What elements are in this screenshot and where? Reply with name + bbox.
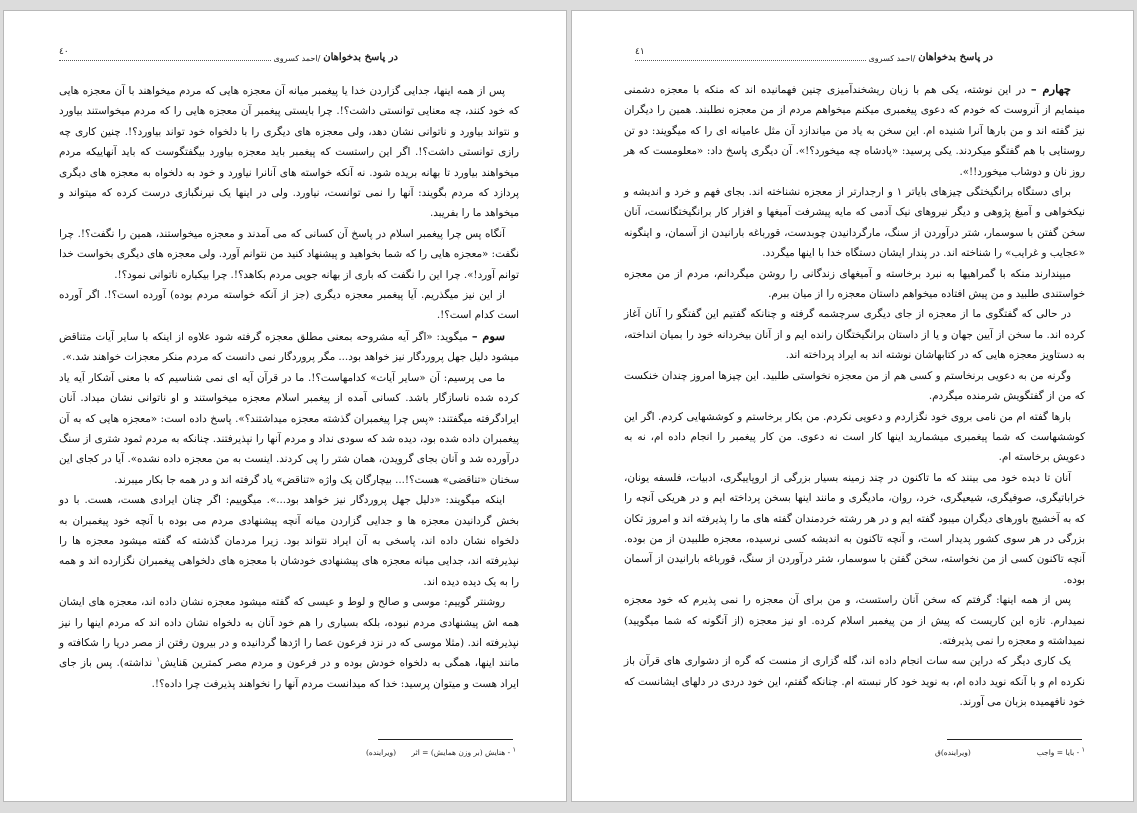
section-label: سوم – bbox=[471, 328, 505, 343]
paragraph: برای دستگاه برانگیختگی چیزهای بایاتر ۱ و ارجدارتر از معجزه نشناخته اند. بجای فهم و خرد و اندیشه و نیکخواهی و آمیغ پژوهی و دیگر نیروهای نیک آدمی که مایه پیشرفت آمیغها و افزار کار برانگیختگانست، آنان سخن گفتن با سوسمار، شتر درآوردن از سنگ، مارگردانیدن چوبدست، قورباغه بارانیدن از آسمان، و اینگونه «عجایب و غرایب» را شناخته اند. در پندار ایشان دستگاه خدا با اینها میگردد. bbox=[624, 186, 1085, 260]
paragraph: ما می پرسیم: آن «سایر آیات» کدامهاست؟!. ما در قرآن آیه ای نمی شناسیم که با معنی آشکار آیه یاد کرده شده ناسازگار باشد. کسانی آمده از پیغمبر اسلام معجزه میخواستند و او ناتوانی نشان میداد. آنان ایرادگرفته میگفتند: «پس چرا پیغمبران گذشته معجزه میداشتند؟». پاسخ داده است: «معجزه هایی که به آن پیغمبران داده شده بود، دیده شد که سودی نداد و مردم آنها را نپذیرفتند. چنانکه به مردم ثمود شتری از سنگ درآورده شد و آنان بجای گرویدن، همان شتر را پی کردند. اینست به من معجزه داده نشده». آیا در کجای این سخنان «تناقضی» هست؟!... بیچارگان یک واژه «تناقض» یاد گرفته اند و در همه جا بکار میبرند. bbox=[59, 371, 519, 486]
footnote: $^١$ - هنایش (بر وزن همایش) = اثر (ویراینده) bbox=[366, 745, 516, 757]
paragraph: یک کاری دیگر که دراین سه سات انجام داده اند، گله گزاری از منست که گره از دشواری های قرآن باز نکرده ام و با آنکه نوید داده ام، به نوید خود کار نبسته ام. چنانکه گفتم، این خود دردی در دلهای ایشانست که خود نافهمیده بزبان می آورند. bbox=[624, 655, 1085, 709]
paragraph: آنان تا دیده خود می بینند که ما تاکنون در چند زمینه بسیار بزرگی از اروپاییگری، ادبیات، فلسفه یونان، خراباتیگری، صوفیگری، شیعیگری، خرد، روان، مادیگری و مانند اینها بسخن پرداخته ایم و در هریکی آنچه را که به آخشیج باورهای دیگران میبود گفته ایم و در هر رشته خردمندان گفته های ما را پذیرفته اند و امروز تکان بزرگی در هر سوی کشور پدیدار است، و آنچه تاکنون به اندیشه کسی نرسیده، معجزه طلبیدن از من بوده. آنچه تاکنون کسی از من نخواسته، سخن گفتن با سوسمار، شتر درآوردن از سنگ، قورباغه بارانیدن از آسمان بوده. bbox=[623, 471, 1085, 586]
paragraph: در حالی که گفتگوی ما از معجزه از جای دیگری سرچشمه گرفته و چنانکه گفتیم این گفتگو را آنان آغاز کرده اند. ما سخن از آیین جهان و یا از داستان برانگیختگان رانده ایم و از آنان بیخردانه خود را بمیان انداخته، به دستاویز معجزه هایی که در کتابهاشان نوشته اند به ایراد پرداخته اند. bbox=[624, 308, 1085, 362]
paragraph: چهارم – در این نوشته، یکی هم با زبان ریشخندآمیزی چنین فهمانیده اند که منکه با معجزه دشمنی مینمایم از آنروست که خودم که دعوی پیغمبری میکنم میخواهم مردم از من معجزه نطلبند. همین را دیگران نیز گفته اند و من بارها آنرا شنیده ام. این سخن به یاد من میاندازد آن مثل عامیانه ای را که میگویند: دو تن روستایی با هم گفتگو میکردند. یکی پرسید: «پادشاه چه میخورد؟!». آن دیگری پاسخ داد: «معلومست که هر روز نان و دوشاب میخورد!!». bbox=[624, 82, 1085, 178]
paragraph: پس از همه اینها: گرفتم که سخن آنان راستست، و من برای آن معجزه را نمی پذیرم که خود معجزه نمیدارم. تازه این کاریست که پیش از من پیغمبر اسلام کرده. او نیز معجزه (از آنگونه که شما میگویید) نمیداشته و معجزه را نمی پذیرفته. bbox=[624, 594, 1085, 647]
footnote-rule bbox=[947, 739, 1082, 740]
paragraph: اینکه میگویند: «دلیل جهل پروردگار نیز خواهد بود...». میگوییم: اگر چنان ایرادی هست، هست. با دو بخش گردانیدن معجزه ها و جدایی گزاردن میانه آنچه پیشنهادی مردم می بوده با آنچه خود پیغمبران به دلخواه نشان داده اند، پاسخی به آن ایراد نتواند بود. زیرا مردمان گذشته که گفته میشود معجزه ها را نپذیرفته اند، جدایی میانه معجزه های پیشنهادی خودشان با معجزه های دلخواهی پیغمبران نگزارده اند و همه را به یک دیده دیده اند. bbox=[59, 494, 519, 588]
footnote-ref: ١ bbox=[156, 655, 161, 664]
header-author: /احمد کسروی bbox=[273, 54, 321, 63]
paragraph: میپندارند منکه با گمراهیها به نبرد برخاسته و آمیغهای زندگانی را روشن میگردانم، مردم از من معجزه خواستندی طلبید و من پیش افتاده میخواهم داستان معجزه را از میان ببرم. bbox=[624, 267, 1085, 301]
footnote-editor: (ویراینده)ق bbox=[935, 748, 971, 757]
page-right bbox=[571, 10, 1134, 802]
running-header bbox=[635, 47, 993, 63]
page-body bbox=[59, 81, 519, 694]
paragraph: پس از همه اینها، جدایی گزاردن خدا یا پیغمبر میانه آن معجزه هایی که مردم میخواهند با آن معجزه هایی که خود کنند، چه معنایی توانستی داشت؟!. چرا بایستی پیغمبر آن معجزه هایی را که مردم میخواستند بیاورد و نتواند بیاورد و ناتوانی نشان دهد، ولی معجزه های دیگری را با دلخواه خود تواند بیاورد؟!. چنین کاری چه رازی توانستی داشت؟!. اگر این راستست که پیغمبر باید معجزه بیاورد بیگفتگوست که باید آنهاییکه مردم میخواهند بیاورد تا بهانه بریده شود. نه آنکه خواسته های آنانرا نیاورد و خود به دلخواه به معجزه های دیگری پردازد که مردم بگویند: آنها را نمی توانست، نیاورد. ولی در اینها یک نیرنگبازی درست کرده که میتواند و میخواهد ما را بفریبد. bbox=[59, 85, 519, 220]
paragraph: آنگاه پس چرا پیغمبر اسلام در پاسخ آن کسانی که می آمدند و معجزه میخواستند، همین را نگفت؟!. چرا نگفت: «معجزه هایی را که شما بخواهید و پیشنهاد کنید من نتوانم آورد. ولی معجزه های دیگری بخواست خدا توانم آورد!». چرا این را نگفت که باری از بهانه جویی مردم بکاهد؟!. چرا بیکباره ناتوانی نمود؟!. bbox=[59, 227, 519, 281]
header-author: /احمد کسروی bbox=[868, 54, 916, 63]
header-title: در پاسخ بدخواهان bbox=[323, 52, 398, 63]
page-body bbox=[624, 79, 1085, 713]
page-number: ٤١ bbox=[635, 47, 645, 57]
paragraph: وگرنه من به دعویی برنخاستم و کسی هم از من معجزه نخواستی طلبید. این چیزها امروز چندان خنکست که من از گفتگویش شرمنده میگردم. bbox=[624, 369, 1085, 403]
header-dotted-leader bbox=[635, 51, 866, 61]
footnote: $^١$ - بایا = واجب (ویراینده)ق bbox=[935, 745, 1085, 757]
paragraph: بارها گفته ام من نامی بروی خود نگزاردم و دعویی نکردم. من بکار برخاستم و کوششهایی کردم. اگر این کوششهاست که شما پیغمبری میشمارید اینها کار است نه دعوی. من کار پیغمبر را انجام داده ام، نه به دعویش برخاسته ام. bbox=[624, 410, 1085, 464]
header-dotted-leader bbox=[59, 51, 271, 61]
section-label: چهارم – bbox=[1030, 82, 1071, 96]
footnote-rule bbox=[378, 739, 513, 740]
page-left bbox=[3, 10, 567, 802]
paragraph: از این نیز میگذریم. آیا پیغمبر معجزه دیگری (جز از آنکه خواسته مردم بوده) آورده است؟!. اگر آورده است کدام است؟!. bbox=[59, 289, 519, 322]
footnote-editor: (ویراینده) bbox=[366, 748, 396, 757]
page-number: ٤٠ bbox=[59, 47, 69, 57]
paragraph: روشنتر گوییم: موسی و صالح و لوط و عیسی که گفته میشود معجزه نشان داده اند، معجزه های ایشان همه اش پیشنهادی مردم نبوده، بلکه بسیاری را هم خود آنان به دلخواه نشان داده اند که مردم اینها را نیز نپذیرفته اند. (مثلا موسی که در نزد فرعون عصا را اژدها گردانیده و در بیرون رفتن از مصر دریا را شکافته و مانند اینها، همگی به دلخواه خودش بوده و در فرعون و مردم مصر کمترین هَنایش$^١$ نداشته). پس باز جای ایراد هست و میتوان پرسید: خدا که میدانست مردم آنها را نخواهند پذیرفت چرا داده؟!. bbox=[59, 596, 520, 690]
running-header bbox=[59, 47, 398, 63]
paragraph: سوم – میگوید: «اگر آیه مشروحه بمعنی مطلق معجزه گرفته شود علاوه از اینکه با سایر آیات متناقض میشود دلیل جهل پروردگار نیز خواهد بود... مگر پروردگار نمی دانست که مردم منکر معجزات خواهند شد.». bbox=[59, 328, 519, 364]
header-title: در پاسخ بدخواهان bbox=[918, 52, 993, 63]
